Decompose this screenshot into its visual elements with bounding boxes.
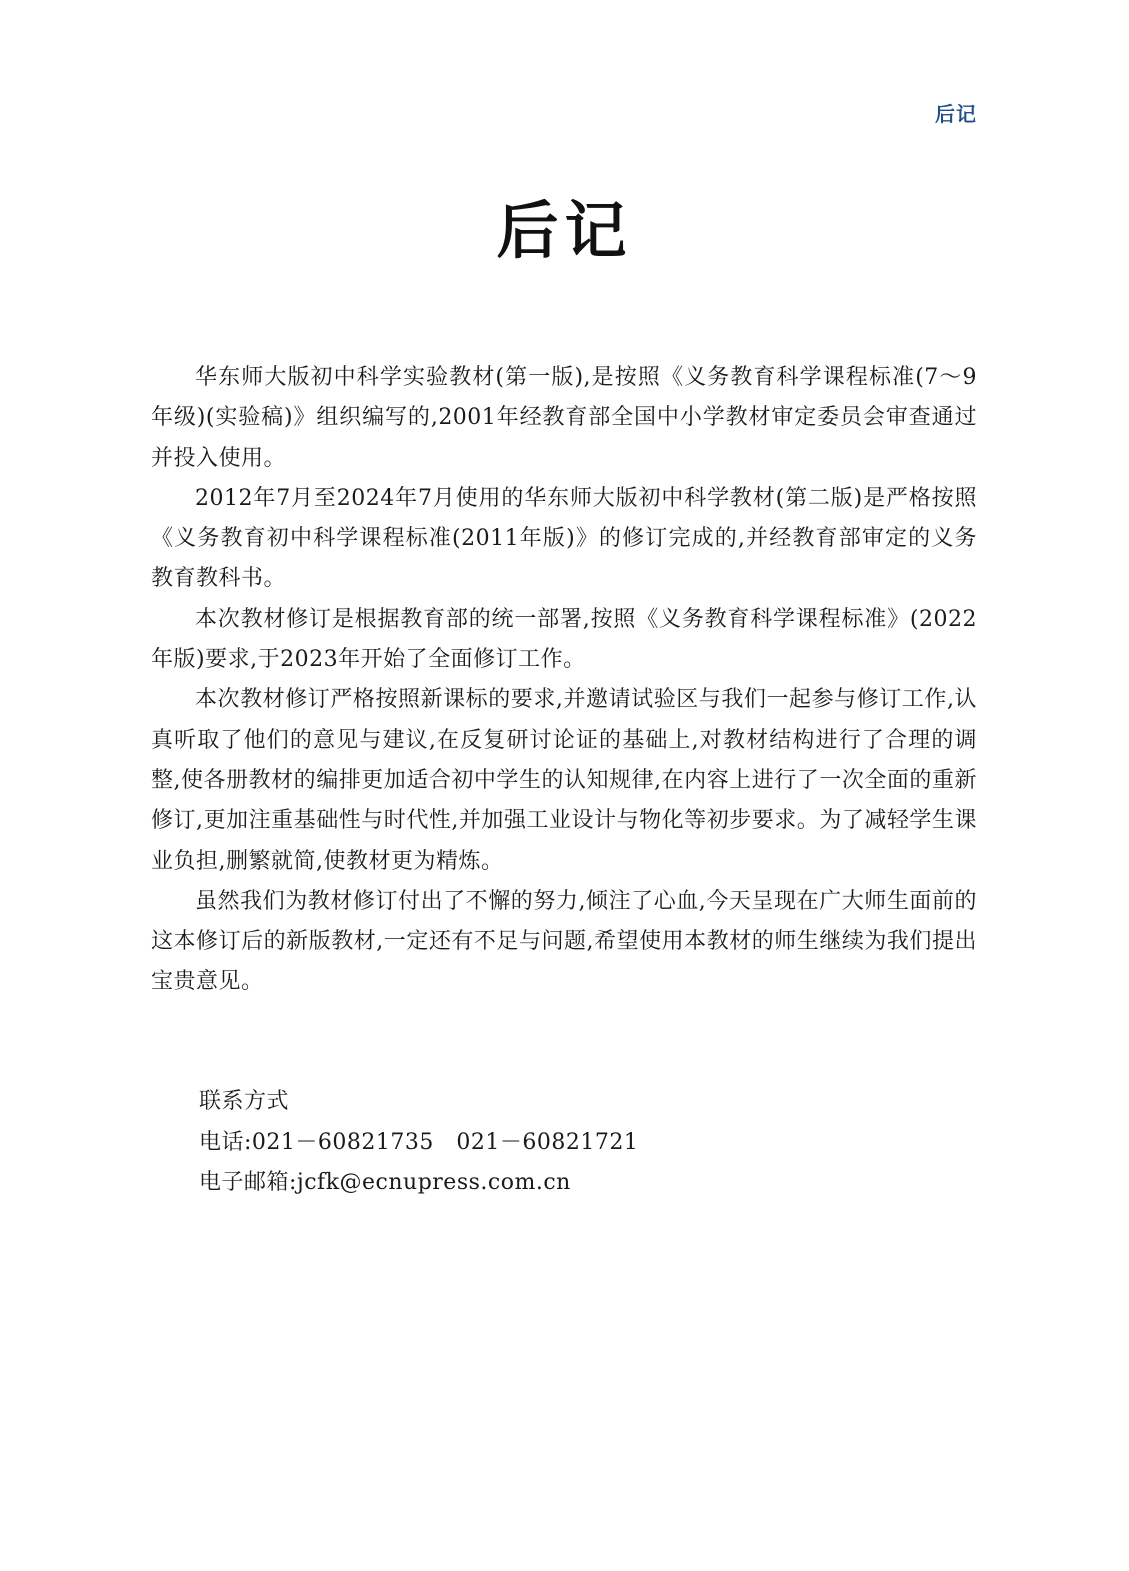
page-title: 后记 [496,194,633,267]
contact-section [199,1082,899,1204]
running-header: 后记 [935,102,977,126]
paragraph-5: 虽然我们为教材修订付出了不懈的努力,倾注了心血,今天呈现在广大师生面前的这本修订后的新版教材,一定还有不足与问题,希望使用本教材的师生继续为我们提出宝贵意见。 [151,888,977,995]
paragraph-4: 本次教材修订严格按照新课标的要求,并邀请试验区与我们一起参与修订工作,认真听取了他们的意见与建议,在反复研讨论证的基础上,对教材结构进行了合理的调整,使各册教材的编排更加适合初中学生的认知规律,在内容上进行了一次全面的重新修订,更加注重基础性与时代性,并加强工业设计与物化等初步要求。为了减轻学生课业负担,删繁就简,使教材更为精炼。 [151,687,977,874]
contact-heading: 联系方式 [199,1089,290,1114]
afterword-body [151,358,977,1003]
paragraph-2: 2012年7月至2024年7月使用的华东师大版初中科学教材(第二版)是严格按照《义务教育初中科学课程标准(2011年版)》的修订完成的,并经教育部审定的义务教育教科书。 [151,485,977,592]
paragraph-3: 本次教材修订是根据教育部的统一部署,按照《义务教育科学课程标准》(2022年版)要求,于2023年开始了全面修订工作。 [151,606,977,673]
paragraph-1: 华东师大版初中科学实验教材(第一版),是按照《义务教育科学课程标准(7～9年级)(实验稿)》组织编写的,2001年经教育部全国中小学教材审定委员会审查通过并投入使用。 [151,365,977,471]
contact-email: 电子邮箱:jcfk@ecnupress.com.cn [199,1170,571,1195]
contact-phone: 电话:021－60821735 021－60821721 [199,1129,639,1155]
